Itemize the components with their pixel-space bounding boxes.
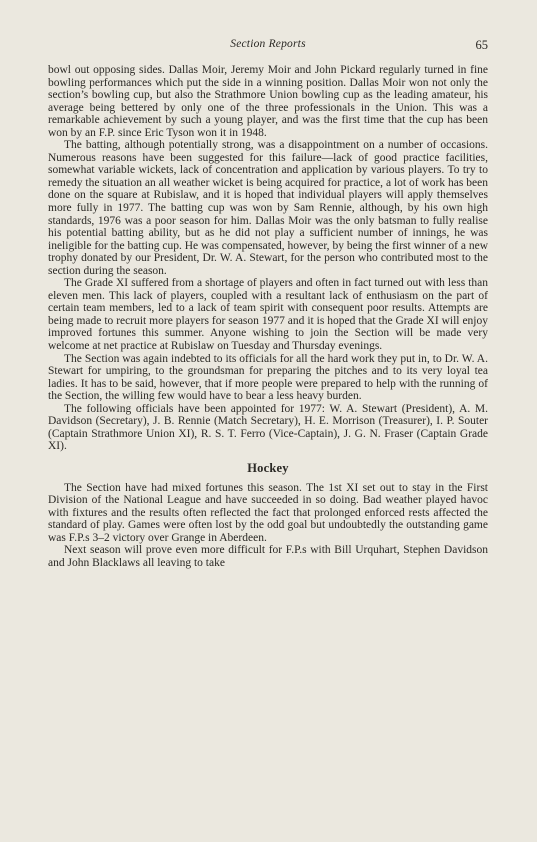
- running-head-title: Section Reports: [230, 38, 306, 50]
- body-paragraph: The batting, although potentially strong, was a disappointment on a number of occasions. Numerous reasons have been suggested for this failure—lack of good practice facilities, somewhat variable wickets, lack of concentration and application by various players. To try to remedy the situation an all weather wicket is being acquired for practice, a lot of work has been done on the square at Rubislaw, and it is hoped that individual players will apply themselves more fully in 1977. The batting cup was won by Sam Rennie, although, by his own high standards, 1976 was a poor season for him. Dallas Moir was the only batsman to fully realise his potential batting ability, but as he did not play a sufficient number of innings, he was ineligible for the batting cup. He was compensated, however, by being the first winner of a new trophy donated by our President, Dr. W. A. Stewart, for the person who contributed most to the section during the season.: [48, 139, 488, 277]
- body-paragraph: bowl out opposing sides. Dallas Moir, Jeremy Moir and John Pickard regularly turned in fine bowling performances which put the side in a winning position. Dallas Moir won not only the section’s bowling cup, but also the Strathmore Union bowling cup as the leading amateur, his average being bettered by only one of the three professionals in the Union. This was a remarkable achievement by such a young player, and was the first time that the cup has been won by an F.P. since Eric Tyson won it in 1948.: [48, 64, 488, 139]
- body-paragraph: The Section have had mixed fortunes this season. The 1st XI set out to stay in the First Division of the National League and have succeeded in so doing. Bad weather played havoc with fixtures and the results often reflected the fact that prolonged enforced rests affected the standard of play. Games were often lost by the odd goal but undoubtedly the outstanding game was F.P.s 3–2 victory over Grange in Aberdeen.: [48, 481, 488, 544]
- page-number: 65: [475, 38, 488, 52]
- body-paragraph: Next season will prove even more difficult for F.P.s with Bill Urquhart, Stephen Davidson and John Blacklaws all leaving to take: [48, 544, 488, 569]
- body-paragraph: The following officials have been appointed for 1977: W. A. Stewart (President), A. M. Davidson (Secretary), J. B. Rennie (Match Secretary), H. E. Morrison (Treasurer), I. P. Souter (Captain Strathmore Union XI), R. S. T. Ferro (Vice-Captain), J. G. N. Fraser (Captain Grade XI).: [48, 402, 488, 453]
- page-body: [48, 64, 488, 569]
- running-head: [48, 38, 488, 56]
- body-paragraph: The Grade XI suffered from a shortage of players and often in fact turned out with less than eleven men. This lack of players, coupled with a resultant lack of enthusiasm on the part of certain team members, led to a lack of team spirit with consequent poor results. Attempts are being made to recruit more players for season 1977 and it is hoped that the Grade XI will enjoy improved fortunes this summer. Anyone wishing to join the Section will be made very welcome at net practice at Rubislaw on Tuesday and Thursday evenings.: [48, 277, 488, 353]
- body-paragraph: The Section was again indebted to its officials for all the hard work they put in, to Dr. W. A. Stewart for umpiring, to the groundsman for preparing the pitches and to its very loyal tea ladies. It has to be said, however, that if more people were prepared to help with the running of the Section, the willing few would have to bear a less heavy burden.: [48, 352, 488, 403]
- section-heading-hockey: Hockey: [247, 460, 289, 475]
